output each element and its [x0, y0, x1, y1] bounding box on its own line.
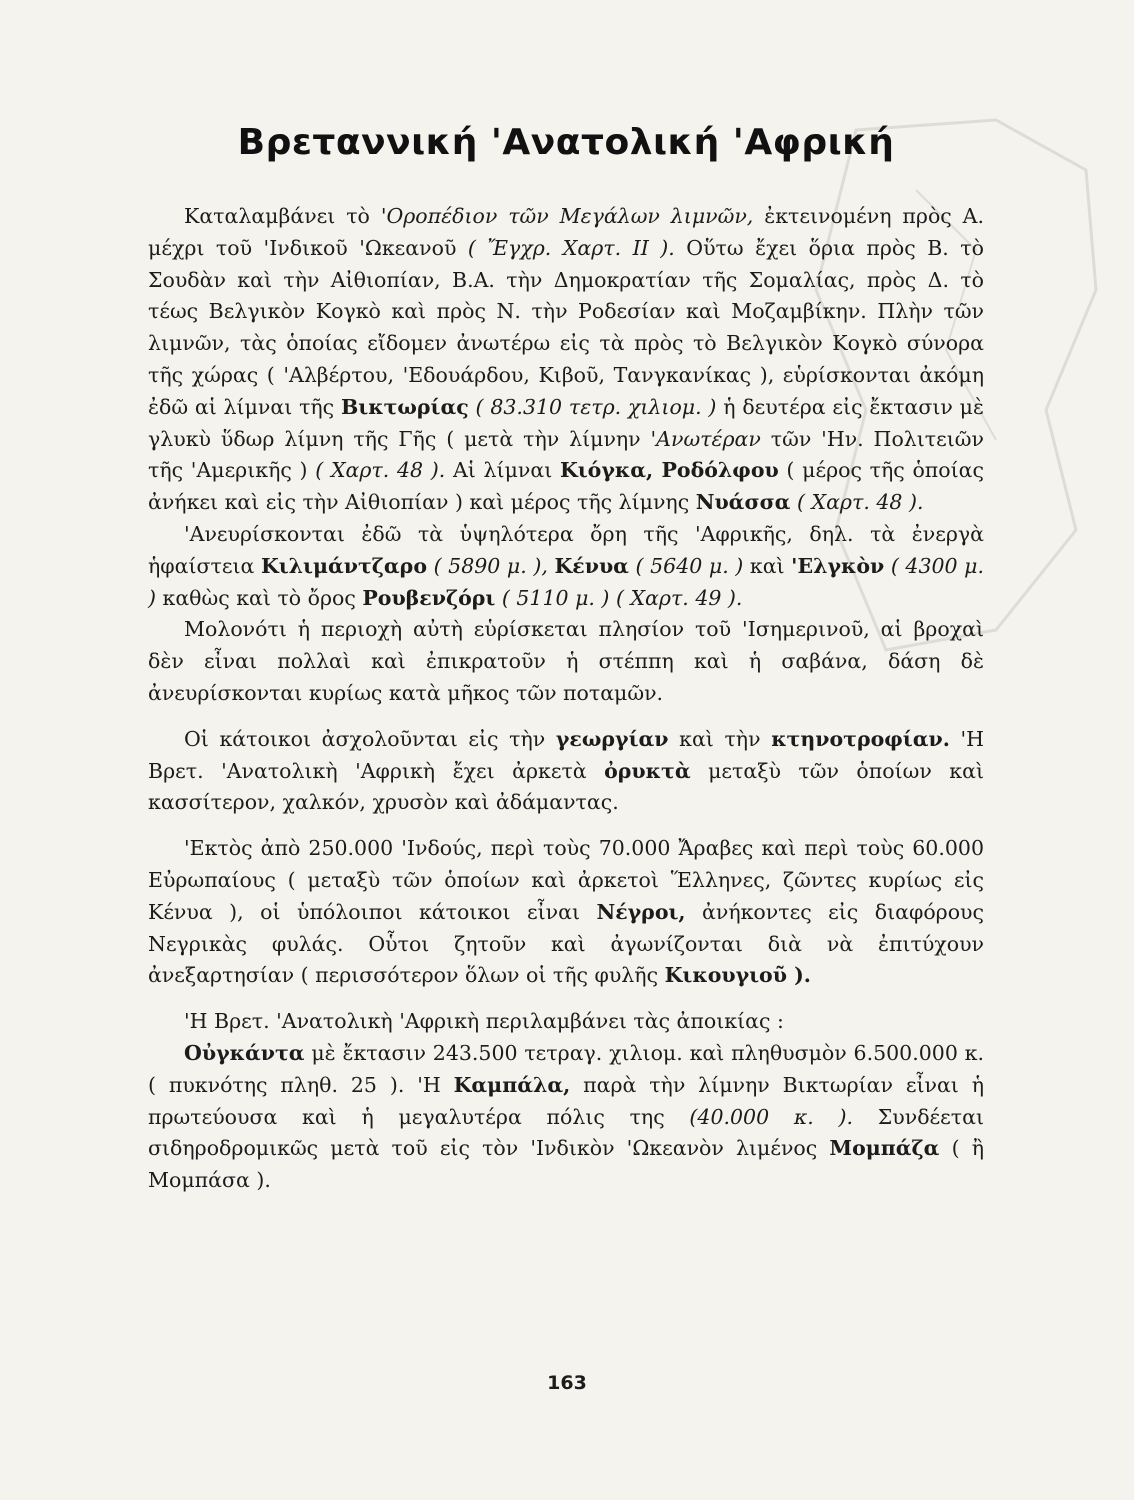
page-title: Βρεταννική 'Ανατολική 'Αφρική	[237, 122, 895, 163]
page-number: 163	[547, 1372, 587, 1394]
page-content	[148, 110, 984, 1197]
paragraph-geography: Καταλαμβάνει τὸ 'Οροπέδιον τῶν Μεγάλων λιμνῶν, ἐκτεινομένη πρὸς Α. μέχρι τοῦ 'Ινδικοῦ 'Ωκεανοῦ ( Ἔγχρ. Χαρτ. ΙΙ ). Οὕτω ἔχει ὅρια πρὸς Β. τὸ Σουδὰν καὶ τὴν Αἰθιοπίαν, Β.Α. τὴν Δημοκρατίαν τῆς Σομαλίας, πρὸς Δ. τὸ τέως Βελγικὸν Κογκὸ καὶ πρὸς Ν. τὴν Ροδεσίαν καὶ Μοζαμβίκην. Πλὴν τῶν λιμνῶν, τὰς ὁποίας εἴδομεν ἀνωτέρω εἰς τὰ πρὸς τὸ Βελγικὸν Κογκὸ σύνορα τῆς χώρας ( 'Αλβέρτου, 'Εδουάρδου, Κιβοῦ, Τανγκανίκας ), εὑρίσκονται ἀκόμη ἐδῶ αἱ λίμναι τῆς Βικτωρίας ( 83.310 τετρ. χιλιομ. ) ἡ δευτέρα εἰς ἔκτασιν μὲ γλυκὺ ὕδωρ λίμνη τῆς Γῆς ( μετὰ τὴν λίμνην 'Ανωτέραν τῶν 'Ην. Πολιτειῶν τῆς 'Αμερικῆς ) ( Χαρτ. 48 ). Αἱ λίμναι Κιόγκα, Ροδόλφου ( μέρος τῆς ὁποίας ἀνήκει καὶ εἰς τὴν Αἰθιοπίαν ) καὶ μέρος τῆς λίμνης Νυάσσα ( Χαρτ. 48 ).	[148, 204, 984, 515]
paragraph-uganda: Οὐγκάντα μὲ ἔκτασιν 243.500 τετραγ. χιλιομ. καὶ πληθυσμὸν 6.500.000 κ. ( πυκνότης πληθ. 25 ). 'Η Καμπάλα, παρὰ τὴν λίμνην Βικτωρίαν εἶναι ἡ πρωτεύουσα καὶ ἡ μεγαλυτέρα πόλις της (40.000 κ. ). Συνδέεται σιδηροδρομικῶς μετὰ τοῦ εἰς τὸν 'Ινδικὸν 'Ωκεανὸν λιμένος Μομπάζα ( ἢ Μομπάσα ).	[148, 1040, 985, 1193]
paragraph-mountains: 'Ανευρίσκονται ἐδῶ τὰ ὑψηλότερα ὄρη τῆς 'Αφρικῆς, δηλ. τὰ ἐνεργὰ ἡφαίστεια Κιλιμάντζαρο ( 5890 μ. ), Κένυα ( 5640 μ. ) καὶ 'Ελγκὸν ( 4300 μ. ) καθὼς καὶ τὸ ὄρος Ρουβενζόρι ( 5110 μ. ) ( Χαρτ. 49 ).	[148, 521, 985, 610]
paragraph-economy: Οἱ κάτοικοι ἀσχολοῦνται εἰς τὴν γεωργίαν καὶ τὴν κτηνοτροφίαν. 'Η Βρετ. 'Ανατολικὴ 'Αφρικὴ ἔχει ἀρκετὰ ὀρυκτὰ μεταξὺ τῶν ὁποίων καὶ κασσίτερον, χαλκόν, χρυσὸν καὶ ἀδάμαντας.	[148, 726, 985, 815]
paragraph-climate: Μολονότι ἡ περιοχὴ αὐτὴ εὑρίσκεται πλησίον τοῦ 'Ισημερινοῦ, αἱ βροχαὶ δὲν εἶναι πολλαὶ καὶ ἐπικρατοῦν ἡ στέππη καὶ ἡ σαβάνα, δάση δὲ ἀνευρίσκονται κυρίως κατὰ μῆκος τῶν ποταμῶν.	[148, 617, 984, 705]
paragraph-colonies-intro: 'Η Βρετ. 'Ανατολικὴ 'Αφρικὴ περιλαμβάνει τὰς ἀποικίας :	[184, 1009, 784, 1034]
paragraph-population: 'Εκτὸς ἀπὸ 250.000 'Ινδούς, περὶ τοὺς 70.000 Ἄραβες καὶ περὶ τοὺς 60.000 Εὐρωπαίους ( μεταξὺ τῶν ὁποίων καὶ ἀρκετοὶ Ἕλληνες, ζῶντες κυρίως εἰς Κένυα ), οἱ ὑπόλοιποι κάτοικοι εἶναι Νέγροι, ἀνήκοντες εἰς διαφόρους Νεγρικὰς φυλάς. Οὗτοι ζητοῦν καὶ ἀγωνίζονται διὰ νὰ ἐπιτύχουν ἀνεξαρτησίαν ( περισσότερον ὅλων οἱ τῆς φυλῆς Κικουγιοῦ ).	[148, 836, 984, 988]
